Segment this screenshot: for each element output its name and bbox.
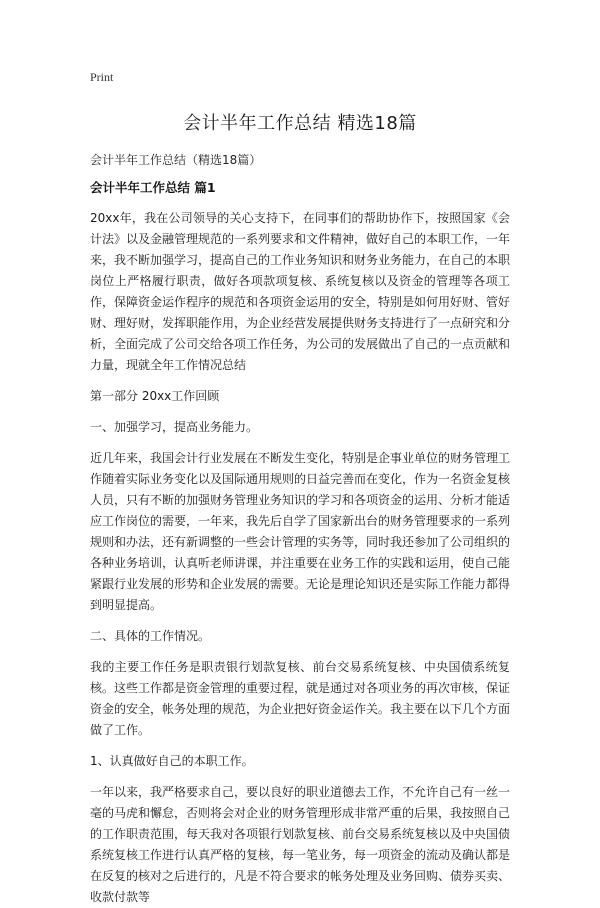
paragraph-learning: 近几年来，我国会计行业发展在不断发生变化，特别是企事业单位的财务管理工作随着实际业务变化以及国际通用规则的日益完善而在变化，作为一名资金复核人员，只有不断的加强财务管理业务知识的学习和各项资金的运用、分析才能适应工作岗位的需要，一年来，我先后自学了国家新出台的财务管理要求的一系列规则和办法，还有新调整的一些会计管理的实务等，同时我还参加了公司组织的各种业务培训，认真听老师讲课，并注重要在业务工作的实践和运用，使自己能紧跟行业发展的形势和企业发展的需要。无论是理论知识还是实际工作能力都得到明显提高。 [90,451,511,612]
document-title: 会计半年工作总结 精选18篇 [183,113,417,134]
section-title: 会计半年工作总结 篇1 [90,180,216,195]
print-link[interactable]: Print [90,70,114,84]
part-heading: 第一部分 20xx工作回顾 [90,389,220,403]
paragraph-intro: 20xx年，我在公司领导的关心支持下，在同事们的帮助协作下，按照国家《会计法》以及金融管理规范的一系列要求和文件精神，做好自己的本职工作，一年来，我不断加强学习，提高自己的工作业务知识和财务业务能力，在自己的本职岗位上严格履行职责，做好各项款项复核、系统复核以及资金的管理等各项工作，保障资金运作程序的规范和各项资金运用的安全，特别是如何用好财、管好财、理好财，发挥职能作用，为企业经营发展提供财务支持进行了一点研究和分析，全面完成了公司交给各项工作任务，为公司的发展做出了自己的一点贡献和力量，现就全年工作情况总结 [90,211,511,372]
paragraph-work: 我的主要工作任务是职责银行划款复核、前台交易系统复核、中央国债系统复核。这些工作都是资金管理的重要过程，就是通过对各项业务的再次审核，保证资金的安全，帐务处理的规范，为企业把好资金运作关。我主要在以下几个方面做了工作。 [90,660,511,737]
paragraph-duty: 一年以来，我严格要求自己，要以良好的职业道德去工作，不允许自己有一丝一毫的马虎和懈怠，否则将会对企业的财务管理形成非常严重的后果，我按照自己的工作职责范围，每天我对各项银行划款复核、前台交易系统复核以及中央国债系统复核工作进行认真严格的复核，每一笔业务，每一项资金的流动及确认都是在反复的核对之后进行的，凡是不符合要求的帐务处理及业务回购、债券买卖、收款付款等 [90,785,511,904]
subheading-duty: 1、认真做好自己的本职工作。 [90,754,254,768]
subheading-learning: 一、加强学习，提高业务能力。 [90,420,259,434]
subheading-work: 二、具体的工作情况。 [90,629,211,643]
document-subtitle: 会计半年工作总结（精选18篇） [90,153,262,167]
